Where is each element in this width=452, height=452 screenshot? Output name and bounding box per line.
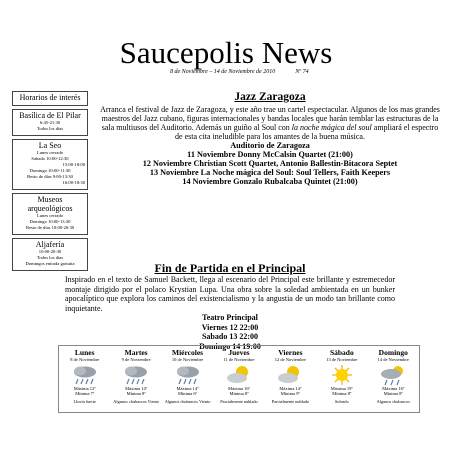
weather-day [316, 346, 367, 412]
jazz-event: 11 Noviembre Donny McCalsin Quartet (21:00) [187, 150, 353, 159]
weather-day [162, 346, 213, 412]
weather-day-name: Domingo [378, 348, 408, 357]
weather-day-name: Miércoles [172, 348, 204, 357]
basilica-box [12, 109, 88, 136]
weather-day [213, 346, 264, 412]
seo-line: Lunes cerrado [36, 150, 64, 155]
weather-min: Mínima 8º [332, 391, 352, 396]
jazz-text: Arranca el festival de Jazz de Zaragoza, y este año trae un cartel espectacular. Algunos de los mas grandes maestros del Jazz cubano, figuras internacionales y bandas locales que harán temblar las estructuras de la sala multiusos del Auditorio. Además un guiño al Soul con [100, 105, 440, 132]
jazz-emphasis: la noche mágica del soul [291, 123, 372, 132]
weather-forecast [58, 345, 420, 413]
weather-max: Máxima 14º [176, 386, 199, 391]
weather-summary: Algunos chubascos [376, 399, 410, 404]
weather-date: 9 de Noviembre [121, 357, 151, 362]
weather-min: Mínima 8º [229, 391, 249, 396]
weather-min: Mínima 7º [75, 391, 95, 396]
partly-cloudy-icon [213, 364, 264, 386]
basilica-hours: 6:45-21:30 [39, 120, 61, 125]
weather-day [110, 346, 161, 412]
jazz-event: 14 Noviembre Gonzalo Rubalcaba Quintet (21:00) [182, 177, 358, 186]
seo-line: Resto de días 9:00-13:30 [27, 174, 73, 179]
weather-min: Mínima 8º [383, 391, 403, 396]
jazz-event: 13 Noviembre La Noche mágica del Soul: Soul Tellers, Faith Keepers [149, 168, 391, 177]
weather-summary: Soleado [334, 399, 349, 404]
weather-max: Máxima 14º [125, 386, 148, 391]
seo-title: La Seo [38, 141, 62, 150]
weather-day-name: Sábado [329, 348, 354, 357]
sidebar-header: Horarios de interés [19, 93, 81, 102]
museos-line: Domingo 10:00-13:30 [29, 219, 71, 224]
seo-line: Sabado 10:00-12:30 [31, 156, 69, 161]
weather-date: 13 de Noviembre [326, 357, 358, 362]
rain-cloud-icon [162, 364, 213, 386]
issue-number: Nº 74 [295, 69, 309, 75]
seo-line: 15:00-18:00 [62, 162, 85, 167]
weather-day-name: Viernes [278, 348, 303, 357]
seo-box [12, 139, 88, 190]
aljaferia-title: Aljafería [35, 240, 65, 249]
aljaferia-line: Todos los días [36, 255, 64, 260]
fin-showtime: Viernes 12 22:00 [201, 322, 259, 332]
weather-max: Máxima 19º [330, 386, 353, 391]
rain-sun-icon [368, 364, 419, 386]
sidebar [12, 91, 88, 274]
weather-date: 14 de Noviembre [377, 357, 409, 362]
weather-min: Mínima 8º [126, 391, 146, 396]
weather-date: 11 de Noviembre [223, 357, 255, 362]
museos-title: Museos arqueológicos [27, 195, 73, 213]
issue-dates: 8 de Noviembre – 14 de Noviembre de 2010 [170, 69, 276, 75]
weather-summary: Parcialmente nublado [271, 399, 310, 404]
weather-summary: Lluvia fuerte [73, 399, 96, 404]
aljaferia-line: Domingos entrada gratuita [25, 261, 75, 266]
weather-summary: Algunos chubascos Viento [113, 399, 159, 404]
museos-line: Lunes cerrado [36, 213, 64, 218]
jazz-article [98, 91, 442, 186]
weather-day [368, 346, 419, 412]
weather-summary: Algunos chubascos Viento [164, 399, 211, 404]
fin-paragraph: Inspirado en el texto de Samuel Backett, llega al escenario del Principal este brillante y estremecedor montaje dirigido por el polaco Krystian Lupa. Una obra sobre la soledad ambientada en un bunker apocalíptico que explora los caminos del existencialismo y la angustia de un modo tan brillante como inquietante. [65, 275, 395, 313]
jazz-title: Jazz Zaragoza [234, 91, 306, 103]
museos-line: Resto de días 10:00-20:30 [25, 225, 75, 230]
weather-max: Máxima 16º [227, 386, 250, 391]
jazz-text-end: ampliará el espectro de esta cita ineludible para los amantes de la buena música. [175, 123, 439, 141]
basilica-title: Basílica de El Pilar [19, 111, 81, 120]
rain-cloud-icon [59, 364, 110, 386]
rain-cloud-icon [110, 364, 161, 386]
weather-min: Mínima 6º [178, 391, 198, 396]
weather-date: 10 de Noviembre [171, 357, 204, 362]
weather-summary: Parcialmente nublado [220, 399, 258, 404]
sun-icon [316, 364, 367, 386]
jazz-paragraph [98, 105, 442, 141]
weather-day [59, 346, 110, 412]
masthead-title: Saucepolis News [119, 35, 333, 70]
seo-line: Domingo 10:00-11:30 [29, 168, 71, 173]
weather-date: 8 de Noviembre [70, 357, 100, 362]
seo-line: 16:00-18:30 [62, 180, 85, 185]
weather-day [265, 346, 316, 412]
weather-min: Mínima 9º [280, 391, 300, 396]
weather-max: Máxima 14º [279, 386, 302, 391]
weather-day-name: Martes [124, 348, 148, 357]
weather-date: 12 de Noviembre [274, 357, 307, 362]
fin-showtime: Sabado 13 22:00 [201, 332, 258, 341]
sidebar-header-box [12, 91, 88, 106]
jazz-event: 12 Noviembre Christian Scott Quartet, Antonio Ballestin-Bitacora Septet [142, 159, 398, 168]
fin-venue: Teatro Principal [202, 313, 258, 322]
museos-box [12, 193, 88, 235]
fin-showtime: Domingo 14 19:00 [199, 341, 261, 351]
weather-day-name: Lunes [74, 348, 95, 357]
aljaferia-line: 10:00-20:30 [38, 249, 62, 254]
weather-max: Máxima 16º [382, 386, 405, 391]
weather-max: Máxima 12º [73, 386, 96, 391]
fin-title: Fin de Partida en el Principal [154, 261, 306, 275]
jazz-venue: Auditorio de Zaragoza [230, 141, 310, 150]
basilica-days: Todos los días [36, 126, 64, 131]
partly-cloudy-icon [265, 364, 316, 386]
weather-day-name: Jueves [228, 348, 250, 357]
fin-article [65, 262, 395, 351]
issue-line [170, 69, 329, 75]
